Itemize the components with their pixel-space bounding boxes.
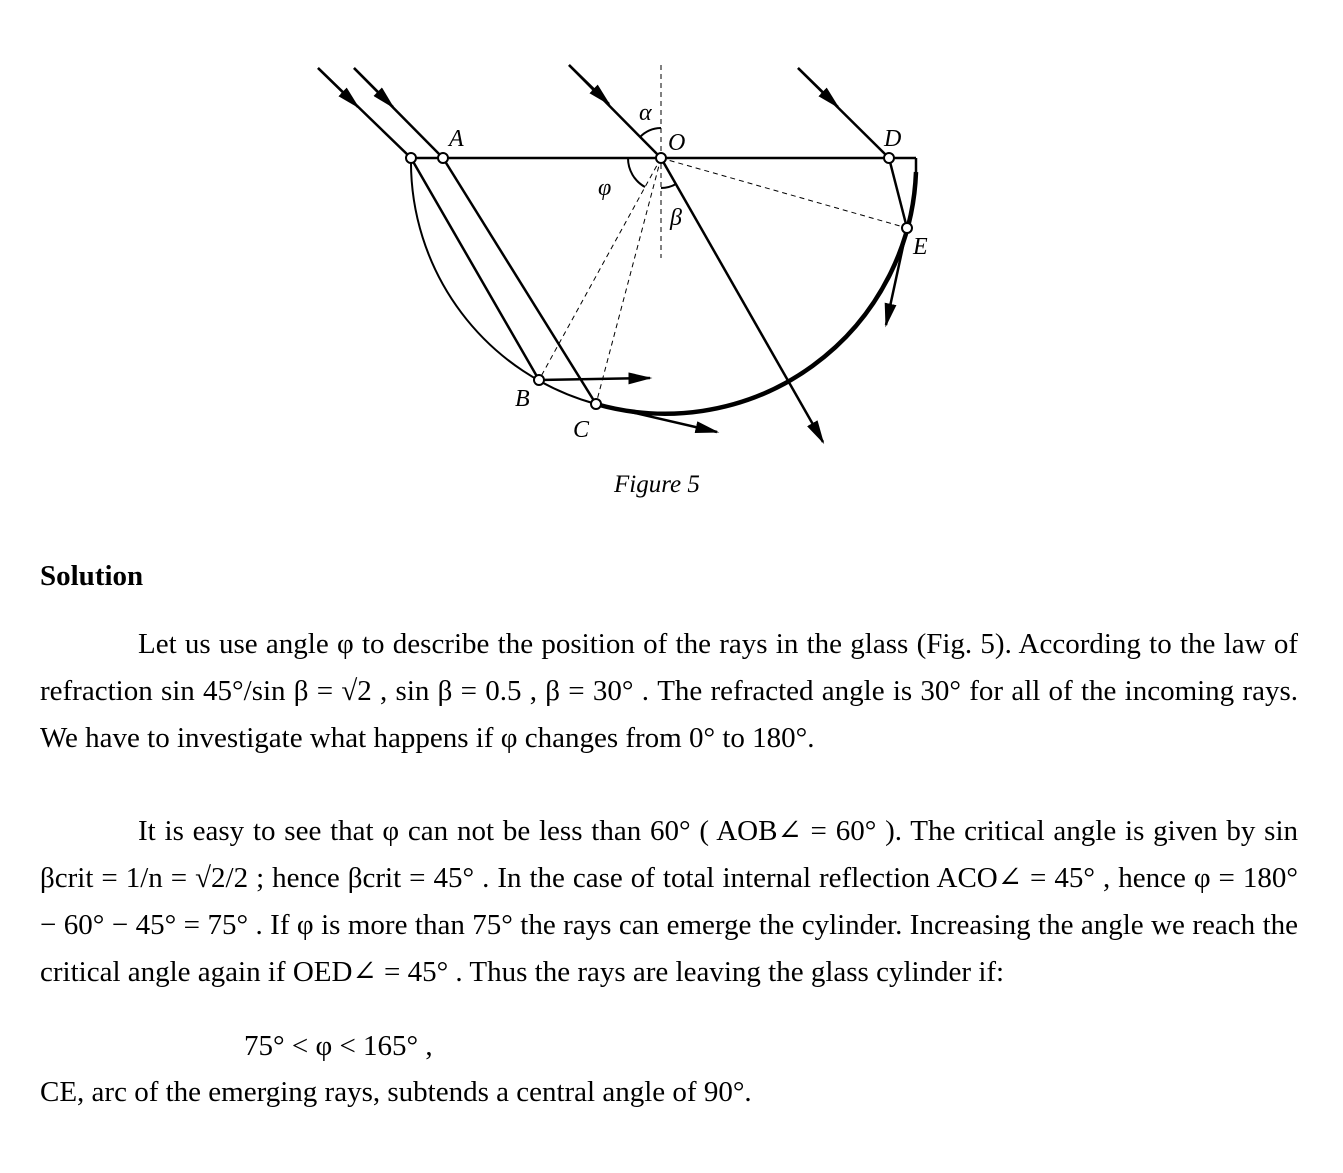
- point-c: [591, 399, 601, 409]
- label-o: O: [668, 130, 686, 156]
- incident-ray-2-arrow: [354, 68, 393, 107]
- label-alpha: α: [639, 100, 652, 126]
- point-left-edge: [406, 153, 416, 163]
- incident-ray-3-arrow: [569, 65, 609, 104]
- solution-paragraph-2: It is easy to see that φ can not be less than 60° ( AOB∠ = 60° ). The critical angle is given by sin βcrit = 1/n = √2/2 ; hence βcrit = 45° . In the case of total internal reflection ACO∠ = 45° , hence φ = 180° − 60° − 45° = 75° . If φ is more than 75° the rays can emerge the cylinder. Increasing the angle we reach the critical angle again if OED∠ = 45° . Thus the rays are leaving the glass cylinder if:: [40, 815, 1298, 988]
- label-b: B: [515, 386, 530, 412]
- label-d: D: [884, 126, 902, 152]
- point-b: [534, 375, 544, 385]
- beta-arc: [661, 184, 676, 188]
- point-e: [902, 223, 912, 233]
- label-e: E: [913, 234, 928, 260]
- point-d: [884, 153, 894, 163]
- cylinder-arc-thin: [411, 158, 596, 404]
- label-c: C: [573, 417, 590, 443]
- incident-ray-1-arrow: [318, 68, 358, 107]
- figure-5-diagram: [0, 0, 1343, 540]
- alpha-arc: [640, 128, 661, 137]
- point-a: [438, 153, 448, 163]
- solution-paragraph-1: Let us use angle φ to describe the position of the rays in the glass (Fig. 5). According to the law of refraction sin 45°/sin β = √2 , sin β = 0.5 , β = 30° . The refracted angle is 30° for all of the incoming rays. We have to investigate what happens if φ changes from 0° to 180°.: [40, 628, 1298, 754]
- phi-arc: [628, 158, 645, 187]
- radius-oe: [661, 158, 907, 228]
- label-a: A: [449, 126, 464, 152]
- point-o: [656, 153, 666, 163]
- conclusion-line: CE, arc of the emerging rays, subtends a central angle of 90°.: [40, 1076, 752, 1108]
- solution-heading: Solution: [40, 560, 144, 592]
- figure-caption: Figure 5: [614, 471, 700, 498]
- incident-ray-4-arrow: [798, 68, 838, 107]
- refracted-ray-d: [889, 158, 907, 228]
- ray-out-c: [596, 404, 717, 432]
- refracted-ray-c: [443, 158, 596, 404]
- label-beta: β: [670, 205, 682, 231]
- ray-out-b: [539, 378, 650, 380]
- inequality-line: 75° < φ < 165° ,: [244, 1030, 433, 1062]
- label-phi: φ: [598, 175, 612, 201]
- refracted-ray-b: [411, 158, 539, 380]
